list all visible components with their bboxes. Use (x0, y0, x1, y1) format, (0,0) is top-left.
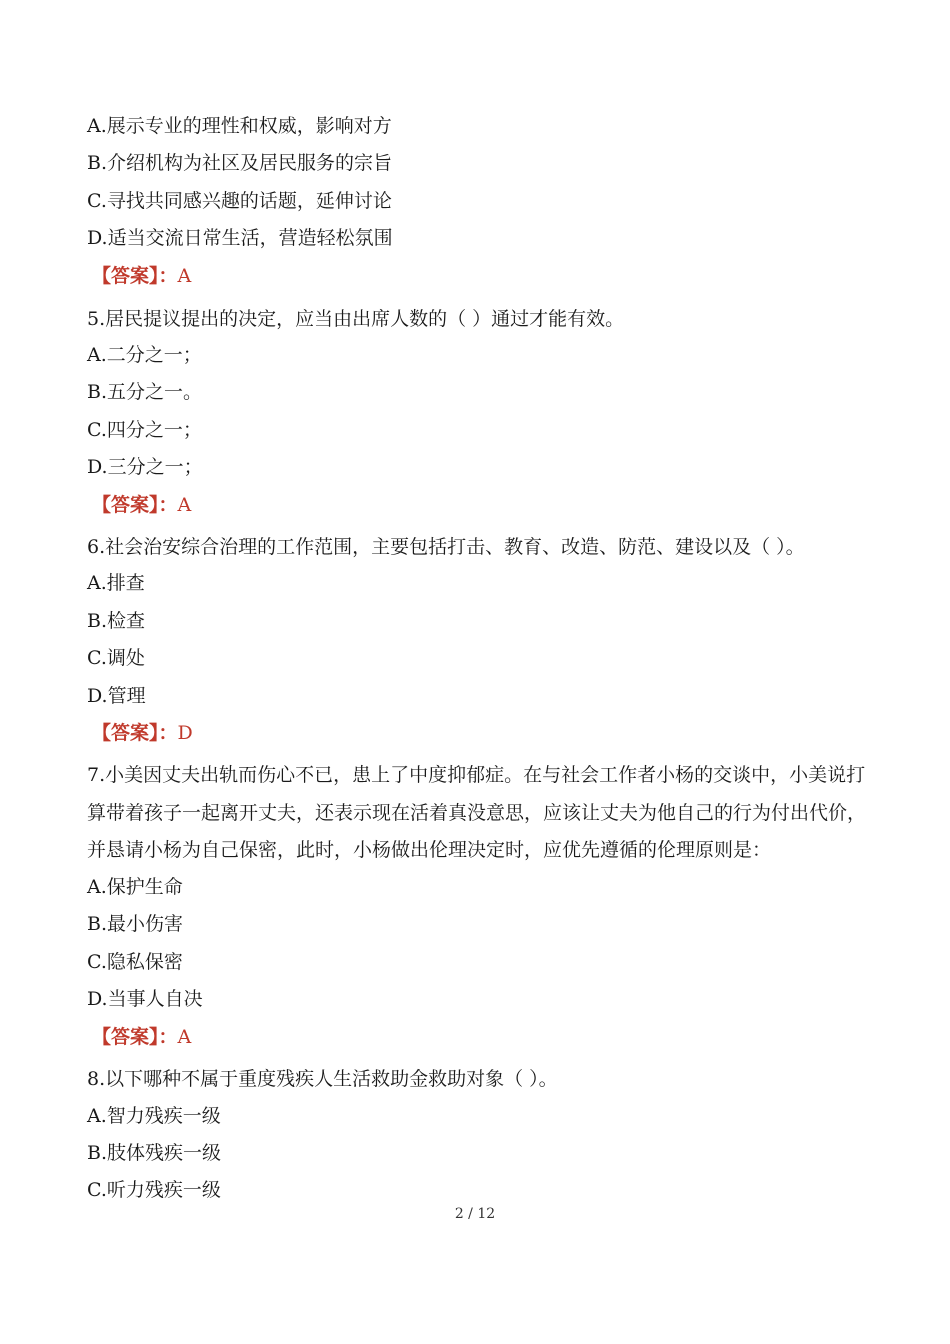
q6-answer (92, 721, 193, 745)
q6-option-c: C.调处 (87, 647, 145, 669)
q7-option-d: D.当事人自决 (87, 988, 203, 1010)
q6-answer-label: 【答案】： (92, 722, 178, 744)
q8-option-b: B.肢体残疾一级 (87, 1142, 222, 1164)
q5-option-d: D.三分之一； (87, 456, 203, 478)
q7-stem-line-3: 并恳请小杨为自己保密，此时，小杨做出伦理决定时，应优先遵循的伦理原则是： (87, 839, 772, 861)
q4-option-d: D.适当交流日常生活，营造轻松氛围 (87, 227, 393, 249)
q5-stem: 5.居民提议提出的决定，应当由出席人数的（ ）通过才能有效。 (87, 308, 625, 330)
q7-answer (92, 1025, 191, 1049)
q4-answer-label: 【答案】： (92, 265, 178, 287)
q8-option-c: C.听力残疾一级 (87, 1179, 221, 1201)
q5-option-c: C.四分之一； (87, 419, 202, 441)
q7-option-b: B.最小伤害 (87, 913, 184, 935)
q5-answer (92, 493, 191, 517)
q4-option-c: C.寻找共同感兴趣的话题，延伸讨论 (87, 190, 392, 212)
q6-option-d: D.管理 (87, 685, 146, 707)
q7-option-a: A.保护生命 (87, 876, 183, 898)
q6-stem: 6.社会治安综合治理的工作范围，主要包括打击、教育、改造、防范、建设以及（ ）。 (87, 536, 805, 558)
q5-option-a: A.二分之一； (87, 344, 202, 366)
q7-answer-label: 【答案】： (92, 1026, 178, 1048)
q6-answer-value: D (177, 722, 193, 744)
q7-option-c: C.隐私保密 (87, 951, 183, 973)
q4-answer (92, 264, 191, 288)
q4-answer-value: A (177, 265, 192, 287)
q4-option-a: A.展示专业的理性和权威，影响对方 (87, 115, 392, 137)
q6-option-a: A.排查 (87, 572, 145, 594)
q7-answer-value: A (177, 1026, 192, 1048)
q7-stem-line-2: 算带着孩子一起离开丈夫，还表示现在活着真没意思，应该让丈夫为他自己的行为付出代价， (87, 802, 867, 824)
page-number: 2 / 12 (454, 1206, 496, 1222)
q8-option-a: A.智力残疾一级 (87, 1105, 221, 1127)
q7-stem-line-1: 7.小美因丈夫出轨而伤心不已，患上了中度抑郁症。在与社会工作者小杨的交谈中，小美说打 (87, 764, 866, 786)
q5-answer-value: A (177, 494, 192, 516)
q6-option-b: B.检查 (87, 610, 146, 632)
q5-option-b: B.五分之一。 (87, 381, 203, 403)
q8-stem: 8.以下哪种不属于重度残疾人生活救助金救助对象（ ）。 (87, 1068, 558, 1090)
q5-answer-label: 【答案】： (92, 494, 178, 516)
q4-option-b: B.介绍机构为社区及居民服务的宗旨 (87, 152, 393, 174)
